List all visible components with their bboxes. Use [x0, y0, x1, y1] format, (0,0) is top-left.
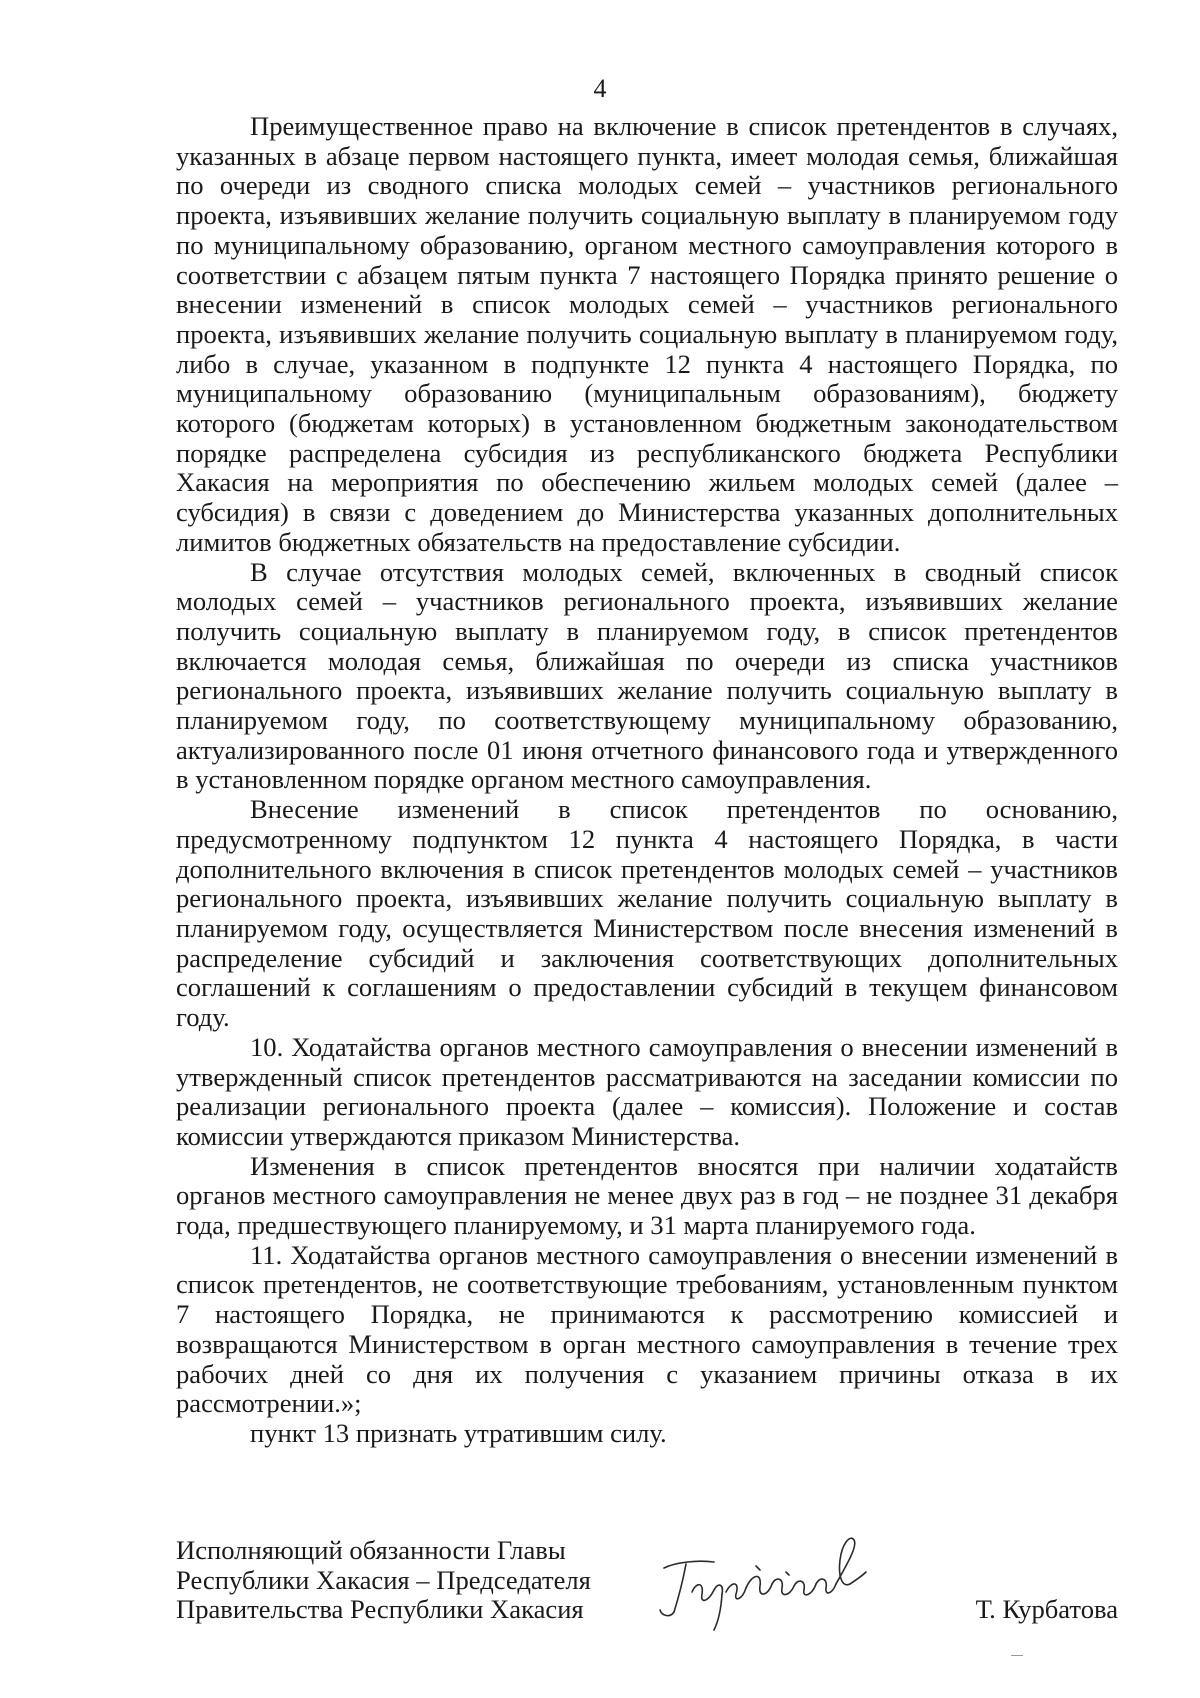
page-number: 4 [593, 74, 607, 103]
paragraph-item-11: 11. Ходатайства органов местного самоуправления о внесении изменений в список претендентов, не соответствующие требованиям, установленным пунктом 7 настоящего Порядка, не принимаются к рассмотрению комиссией и возвращаются Министерством в орган местного самоуправления в течение трех рабочих дней со дня их получения с указанием причины отказа в их рассмотрении.»; [176, 1239, 1118, 1419]
paragraph-changes-by-subclause: Внесение изменений в список претендентов по основанию, предусмотренному подпунктом 12 пункта 4 настоящего Порядка, в части дополнительного включения в список претендентов молодых семей – участников регионального проекта, изъявивших желание получить социальную выплату в планируемом году, осуществляется Министерством после внесения изменений в распределение субсидий и заключения соответствующих дополнительных соглашений к соглашениям о предоставлении субсидий в текущем финансовом году. [176, 794, 1118, 1033]
document-body [176, 112, 1118, 1449]
paragraph-preemptive-right: Преимущественное право на включение в список претендентов в случаях, указанных в абзаце первом настоящего пункта, имеет молодая семья, ближайшая по очереди из сводного списка молодых семей – участников регионального проекта, изъявивших желание получить социальную выплату в планируемом году по муниципальному образованию, органом местного самоуправления которого в соответствии с абзацем пятым пункта 7 настоящего Порядка принято решение о внесении изменений в список молодых семей – участников регионального проекта, изъявивших желание получить социальную выплату в планируемом году, либо в случае, указанном в подпункте 12 пункта 4 настоящего Порядка, по муниципальному образованию (муниципальным образованиям), бюджету которого (бюджетам которых) в установленном бюджетным законодательством порядке распределена субсидия из республиканского бюджета Республики Хакасия на мероприятия по обеспечению жильем молодых семей (далее – субсидия) в связи с доведением до Министерства указанных дополнительных лимитов бюджетных обязательств на предоставление субсидии. [176, 111, 1118, 557]
signatory-position [176, 1536, 646, 1625]
signatory-position-line: Правительства Республики Хакасия [176, 1594, 584, 1625]
signatory-name: Т. Курбатова [975, 1594, 1118, 1624]
signatory-position-line: Республики Хакасия – Председателя [176, 1564, 591, 1595]
signatory-position-line: Исполняющий обязанности Главы [176, 1535, 566, 1565]
paragraph-item-10: 10. Ходатайства органов местного самоуправления о внесении изменений в утвержденный список претендентов рассматриваются на заседании комиссии по реализации регионального проекта (далее – комиссия). Положение и состав комиссии утверждаются приказом Министерства. [176, 1031, 1118, 1151]
paragraph-absence-of-families: В случае отсутствия молодых семей, включенных в сводный список молодых семей – участников регионального проекта, изъявивших желание получить социальную выплату в планируемом году, в список претендентов включается молодая семья, ближайшая по очереди из списка участников регионального проекта, изъявивших желание получить социальную выплату в планируемом году, по соответствующему муниципальному образованию, актуализированного после 01 июня отчетного финансового года и утвержденного в установленном порядке органом местного самоуправления. [176, 556, 1118, 795]
paragraph-changes-schedule: Изменения в список претендентов вносятся при наличии ходатайств органов местного самоуправления не менее двух раз в год – не позднее 31 декабря года, предшествующего планируемому, и 31 марта планируемого года. [176, 1150, 1118, 1241]
paragraph-item-13-repealed: пункт 13 признать утратившим силу. [250, 1417, 667, 1448]
handwritten-signature [636, 1526, 896, 1636]
signature-block [176, 1536, 1118, 1646]
scan-artifact [1010, 1654, 1024, 1657]
